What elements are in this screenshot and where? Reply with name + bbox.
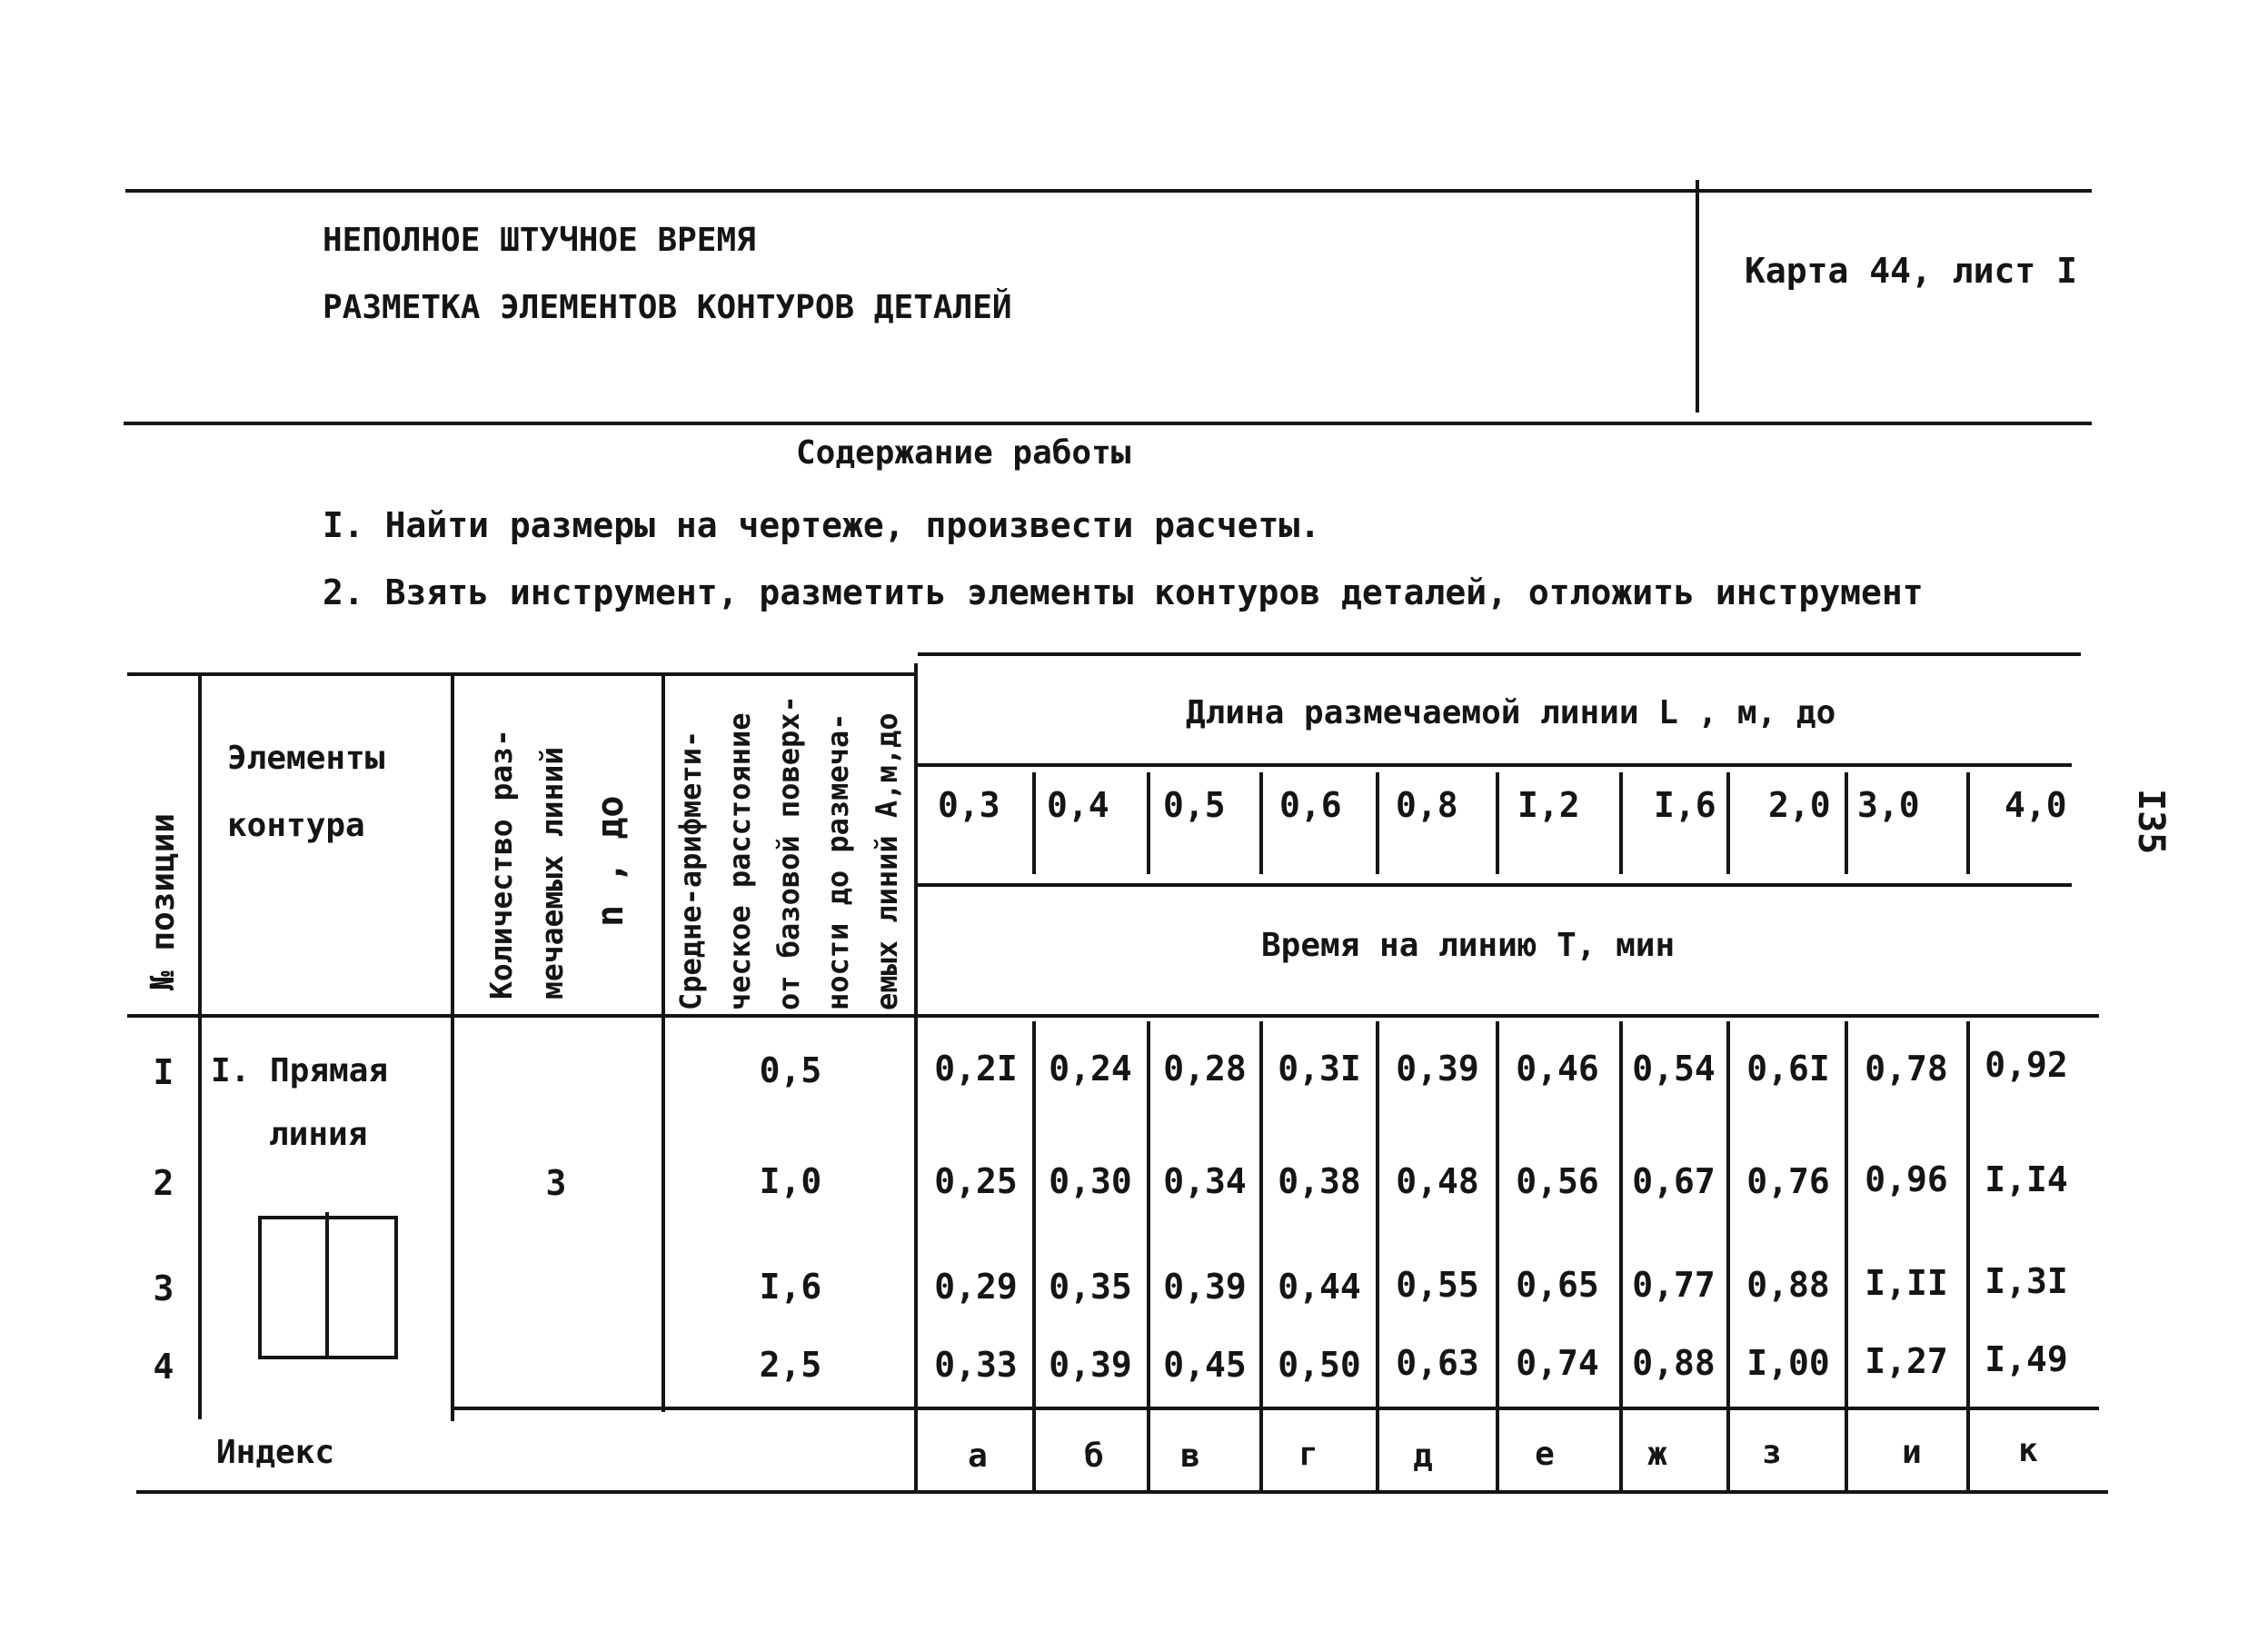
column-header-distance-4: ности до размеча- xyxy=(821,712,855,1010)
time-cell: 0,45 xyxy=(1163,1345,1247,1385)
time-cell: 0,88 xyxy=(1632,1343,1716,1383)
count-value: 3 xyxy=(545,1163,567,1203)
index-letter: б xyxy=(1084,1437,1104,1475)
row-position: 2 xyxy=(153,1163,174,1203)
time-cell: 0,46 xyxy=(1516,1049,1599,1089)
time-cell: 0,88 xyxy=(1746,1265,1830,1305)
index-letter: д xyxy=(1413,1437,1433,1475)
time-cell: 0,48 xyxy=(1396,1161,1479,1201)
column-header-distance-2: ческое расстояние xyxy=(722,712,757,1010)
index-letter: г xyxy=(1298,1436,1318,1473)
time-cell: 0,44 xyxy=(1278,1267,1361,1307)
distance-value: I,6 xyxy=(759,1267,822,1307)
index-letter: ж xyxy=(1647,1436,1667,1473)
time-cell: 0,33 xyxy=(934,1345,1018,1385)
work-step-2: 2. Взять инструмент, разметить элементы контуров деталей, отложить инструмент xyxy=(323,572,1924,612)
time-cell: 0,50 xyxy=(1278,1345,1361,1385)
time-cell: 0,56 xyxy=(1516,1161,1599,1201)
row-position: 3 xyxy=(153,1268,174,1308)
document-title: НЕПОЛНОЕ ШТУЧНОЕ ВРЕМЯ xyxy=(323,222,756,259)
time-cell: 0,24 xyxy=(1049,1049,1132,1089)
time-cell: 0,55 xyxy=(1396,1265,1479,1305)
index-letter: и xyxy=(1902,1434,1922,1471)
time-cell: 0,6I xyxy=(1746,1049,1830,1089)
header-divider xyxy=(1696,180,1699,413)
time-cell: 0,96 xyxy=(1865,1159,1948,1199)
column-header-distance-3: от базовой поверх- xyxy=(771,695,806,1010)
length-value: 3,0 xyxy=(1857,785,1920,825)
column-header-distance-5: емых линий А,м,до xyxy=(870,712,904,1010)
column-header-distance-1: Средне-арифмети- xyxy=(673,730,708,1010)
row-position: 4 xyxy=(153,1347,174,1387)
time-cell: 0,92 xyxy=(1984,1045,2068,1085)
time-cell: 0,28 xyxy=(1163,1049,1247,1089)
time-cell: 0,29 xyxy=(934,1267,1018,1307)
time-cell: 0,34 xyxy=(1163,1161,1247,1201)
element-name-2: линия xyxy=(269,1116,368,1153)
column-header-count-2: мечаемых линий xyxy=(534,746,570,1000)
time-cell: 0,38 xyxy=(1278,1161,1361,1201)
length-value: I,2 xyxy=(1517,785,1580,825)
length-value: 0,3 xyxy=(938,785,1000,825)
header-top-rule xyxy=(125,189,2092,193)
time-cell: 0,35 xyxy=(1049,1267,1132,1307)
column-header-elements-2: контура xyxy=(227,807,365,844)
index-label: Индекс xyxy=(216,1434,335,1471)
index-letter: к xyxy=(2018,1432,2038,1469)
time-cell: 0,67 xyxy=(1632,1161,1716,1201)
length-value: 0,6 xyxy=(1279,785,1342,825)
straight-line-sketch-line xyxy=(325,1212,329,1359)
time-header: Время на линию Т, мин xyxy=(1261,927,1676,964)
time-cell: 0,54 xyxy=(1632,1049,1716,1089)
time-cell: I,00 xyxy=(1746,1343,1830,1383)
time-cell: 0,65 xyxy=(1516,1265,1599,1305)
work-content-heading: Содержание работы xyxy=(796,434,1131,472)
header-bottom-rule xyxy=(124,422,2092,425)
index-letter: з xyxy=(1762,1434,1782,1471)
card-reference: Карта 44, лист I xyxy=(1745,251,2078,291)
time-cell: I,49 xyxy=(1984,1339,2068,1379)
document-subtitle: РАЗМЕТКА ЭЛЕМЕНТОВ КОНТУРОВ ДЕТАЛЕЙ xyxy=(323,289,1012,326)
time-cell: 0,39 xyxy=(1049,1345,1132,1385)
time-cell: 0,77 xyxy=(1632,1265,1716,1305)
column-header-position: № позиции xyxy=(144,812,182,990)
time-cell: 0,39 xyxy=(1396,1049,1479,1089)
time-cell: I,3I xyxy=(1984,1261,2068,1301)
column-header-count-3: n , до xyxy=(590,795,632,927)
length-value: 2,0 xyxy=(1768,785,1831,825)
index-letter: е xyxy=(1535,1436,1555,1473)
length-value: 4,0 xyxy=(2004,785,2067,825)
distance-value: 0,5 xyxy=(759,1050,822,1090)
time-cell: 0,30 xyxy=(1049,1161,1132,1201)
time-cell: 0,39 xyxy=(1163,1267,1247,1307)
time-cell: I,II xyxy=(1865,1263,1948,1303)
element-name-1: I. Прямая xyxy=(211,1052,389,1089)
page-number: I35 xyxy=(2130,789,2172,855)
column-header-count-1: Количество раз- xyxy=(483,728,519,1000)
row-position: I xyxy=(153,1052,174,1092)
column-header-elements-1: Элементы xyxy=(227,740,385,777)
length-value: I,6 xyxy=(1654,785,1716,825)
time-cell: I,I4 xyxy=(1984,1159,2068,1199)
length-value: 0,8 xyxy=(1396,785,1458,825)
time-cell: 0,25 xyxy=(934,1161,1018,1201)
time-cell: 0,3I xyxy=(1278,1049,1361,1089)
index-letter: в xyxy=(1180,1437,1200,1475)
time-cell: 0,63 xyxy=(1396,1343,1479,1383)
time-cell: 0,78 xyxy=(1865,1049,1948,1089)
time-cell: 0,76 xyxy=(1746,1161,1830,1201)
length-value: 0,4 xyxy=(1047,785,1109,825)
distance-value: 2,5 xyxy=(759,1345,822,1385)
length-header: Длина размечаемой линии L , м, до xyxy=(1186,694,1836,731)
time-cell: I,27 xyxy=(1865,1341,1948,1381)
index-letter: а xyxy=(968,1437,988,1475)
distance-value: I,0 xyxy=(759,1161,822,1201)
time-cell: 0,2I xyxy=(934,1049,1018,1089)
length-value: 0,5 xyxy=(1163,785,1226,825)
time-cell: 0,74 xyxy=(1516,1343,1599,1383)
work-step-1: I. Найти размеры на чертеже, произвести расчеты. xyxy=(323,505,1321,545)
